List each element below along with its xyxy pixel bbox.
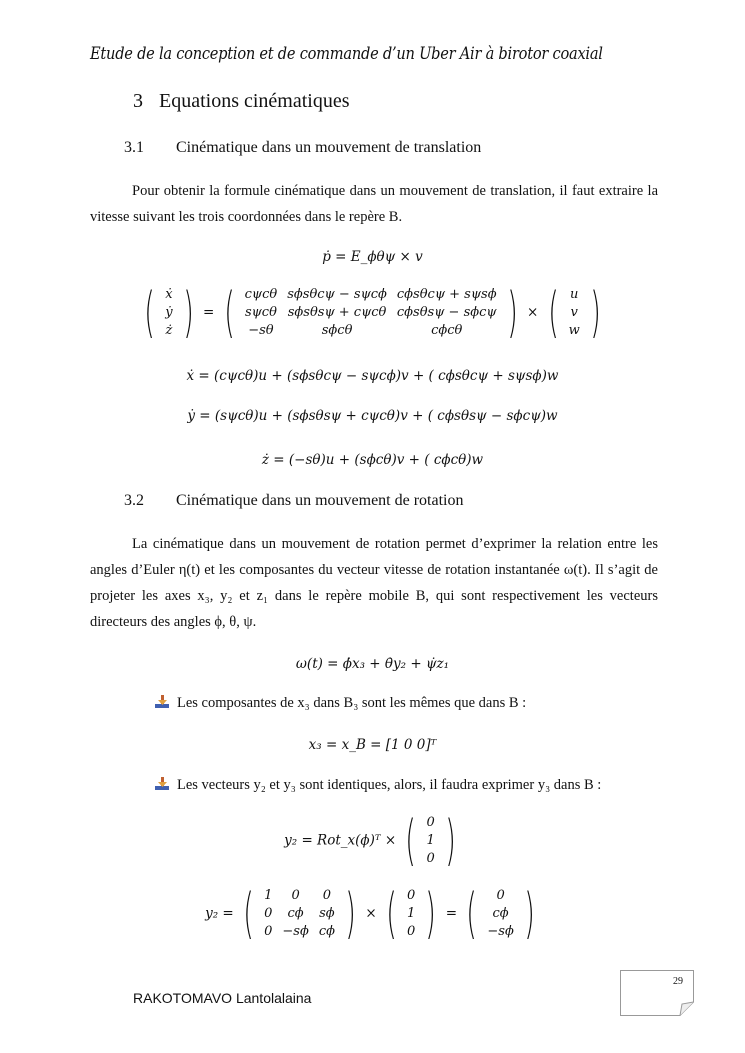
vector-cell: w <box>568 323 580 338</box>
equation: ẏ = (sψcθ)u + (sϕsθsψ + cψcθ)v + ( cϕsθsψ − sϕcψ)w <box>187 408 558 424</box>
subsection-number: 3.1 <box>124 139 144 156</box>
vector-cell: u <box>570 287 579 302</box>
matrix-cell: cϕsθcψ + sψsϕ <box>396 287 497 302</box>
matrix-cell: sψcθ <box>244 305 277 320</box>
paragraph-text: Pour obtenir la formule cinématique dans un mouvement de translation, il faut extraire la vitesse suivant les trois coordonnées dans le repère B. <box>90 183 658 225</box>
list-item <box>155 695 526 712</box>
section-heading <box>133 90 350 113</box>
vector-cell: 1 <box>407 906 416 921</box>
equation: x₃ = x_B = [1 0 0]ᵀ <box>308 737 437 753</box>
matrix-cell: 1 <box>264 888 273 903</box>
matrix-cell: cϕ <box>287 906 304 921</box>
vector-cell: 0 <box>407 924 416 939</box>
page-header: Etude de la conception et de commande d’un Uber Air à birotor coaxial <box>90 44 603 64</box>
matrix-cell: sϕsθcψ − sψcϕ <box>287 287 387 302</box>
bullet-arrow-icon <box>155 777 169 791</box>
equation: ṗ = E_ϕθψ × v <box>322 249 423 265</box>
list-item-text: Les composantes de x₃ dans B₃ sont les mêmes que dans B : <box>177 695 527 711</box>
vector-cell: 0 <box>426 851 435 866</box>
vector-cell: 0 <box>426 815 435 830</box>
vector-cell: cϕ <box>492 906 509 921</box>
matrix-cell: 0 <box>264 906 273 921</box>
matrix-equation: ( ẋ ẏ ż ) = ( cψcθ sϕsθcψ − sψcϕ cϕsθcψ + sψsϕ sψcθ sϕsθsψ + cψcθ cϕsθsψ − sϕcψ −sθ sϕcθ cϕcθ ) × ( u v w ) <box>144 281 601 344</box>
subsection-number: 3.2 <box>124 492 144 509</box>
matrix-cell: cϕcθ <box>431 323 463 338</box>
subsection-title: Cinématique dans un mouvement de translation <box>176 139 482 156</box>
equation-lhs: y₂ = Rot_x(ϕ)ᵀ × <box>284 832 397 849</box>
equation: ż = (−sθ)u + (sϕcθ)v + ( cϕcθ)w <box>261 452 484 468</box>
subsection-title: Cinématique dans un mouvement de rotation <box>176 492 464 509</box>
equation: ẋ = (cψcθ)u + (sϕsθcψ − sψcϕ)v + ( cϕsθcψ + sψsϕ)w <box>186 368 559 384</box>
matrix-cell: cψcθ <box>244 287 278 302</box>
subsection-heading <box>124 492 464 510</box>
paragraph-text: La cinématique dans un mouvement de rotation permet d’exprimer la relation entre les angles d’Euler η(t) et les composantes du vecteur vitesse de rotation instantanée ω(t). Il s’agit de projeter les axes x₃, y₂ et z₁ dans le repère mobile B, qui sont respectivement les vecteurs directeurs des angles ϕ, θ, ψ. <box>90 536 658 630</box>
vector-cell: ż <box>165 323 173 338</box>
vector-cell: ẋ <box>165 287 173 302</box>
matrix-cell: −sϕ <box>282 924 309 939</box>
bullet-arrow-icon <box>155 695 169 709</box>
vector-cell: 0 <box>407 888 416 903</box>
equation-matrix-product: y₂ = ( 1 0 0 0 cϕ sϕ 0 −sϕ cϕ ) × ( 0 1 0 ) = ( 0 cϕ −sϕ ) <box>205 882 535 945</box>
vector-cell: v <box>570 305 578 320</box>
vector-cell: ẏ <box>165 305 173 320</box>
page-number: 29 <box>673 976 683 987</box>
paragraph <box>90 178 658 230</box>
matrix-cell: −sθ <box>248 323 274 338</box>
list-item-text: Les vecteurs y₂ et y₃ sont identiques, alors, il faudra exprimer y₃ dans B : <box>177 777 602 793</box>
matrix-cell: 0 <box>322 888 332 903</box>
vector-cell: 1 <box>426 833 435 848</box>
subsection-heading <box>124 139 481 157</box>
paragraph <box>90 531 658 635</box>
matrix-cell: sϕcθ <box>321 323 353 338</box>
matrix-cell: cϕsθsψ − sϕcψ <box>396 305 497 320</box>
footer-author: RAKOTOMAVO Lantolalaina <box>133 990 312 1006</box>
section-title: Equations cinématiques <box>159 90 350 112</box>
section-number: 3 <box>133 90 143 112</box>
matrix-cell: sϕsθsψ + cψcθ <box>287 305 387 320</box>
matrix-cell: sϕ <box>319 906 335 921</box>
vector-cell: 0 <box>496 888 505 903</box>
equation-rotation: y₂ = Rot_x(ϕ)ᵀ × ( 0 1 0 ) <box>284 809 456 872</box>
equation-lhs: y₂ = <box>205 905 234 922</box>
equation: ω(t) = ϕ̇x₃ + θ̇y₂ + ψ̇z₁ <box>295 656 450 672</box>
matrix-cell: 0 <box>291 888 300 903</box>
list-item <box>155 777 601 794</box>
vector-cell: −sϕ <box>487 924 514 939</box>
matrix-cell: cϕ <box>318 924 335 939</box>
matrix-cell: 0 <box>264 924 273 939</box>
